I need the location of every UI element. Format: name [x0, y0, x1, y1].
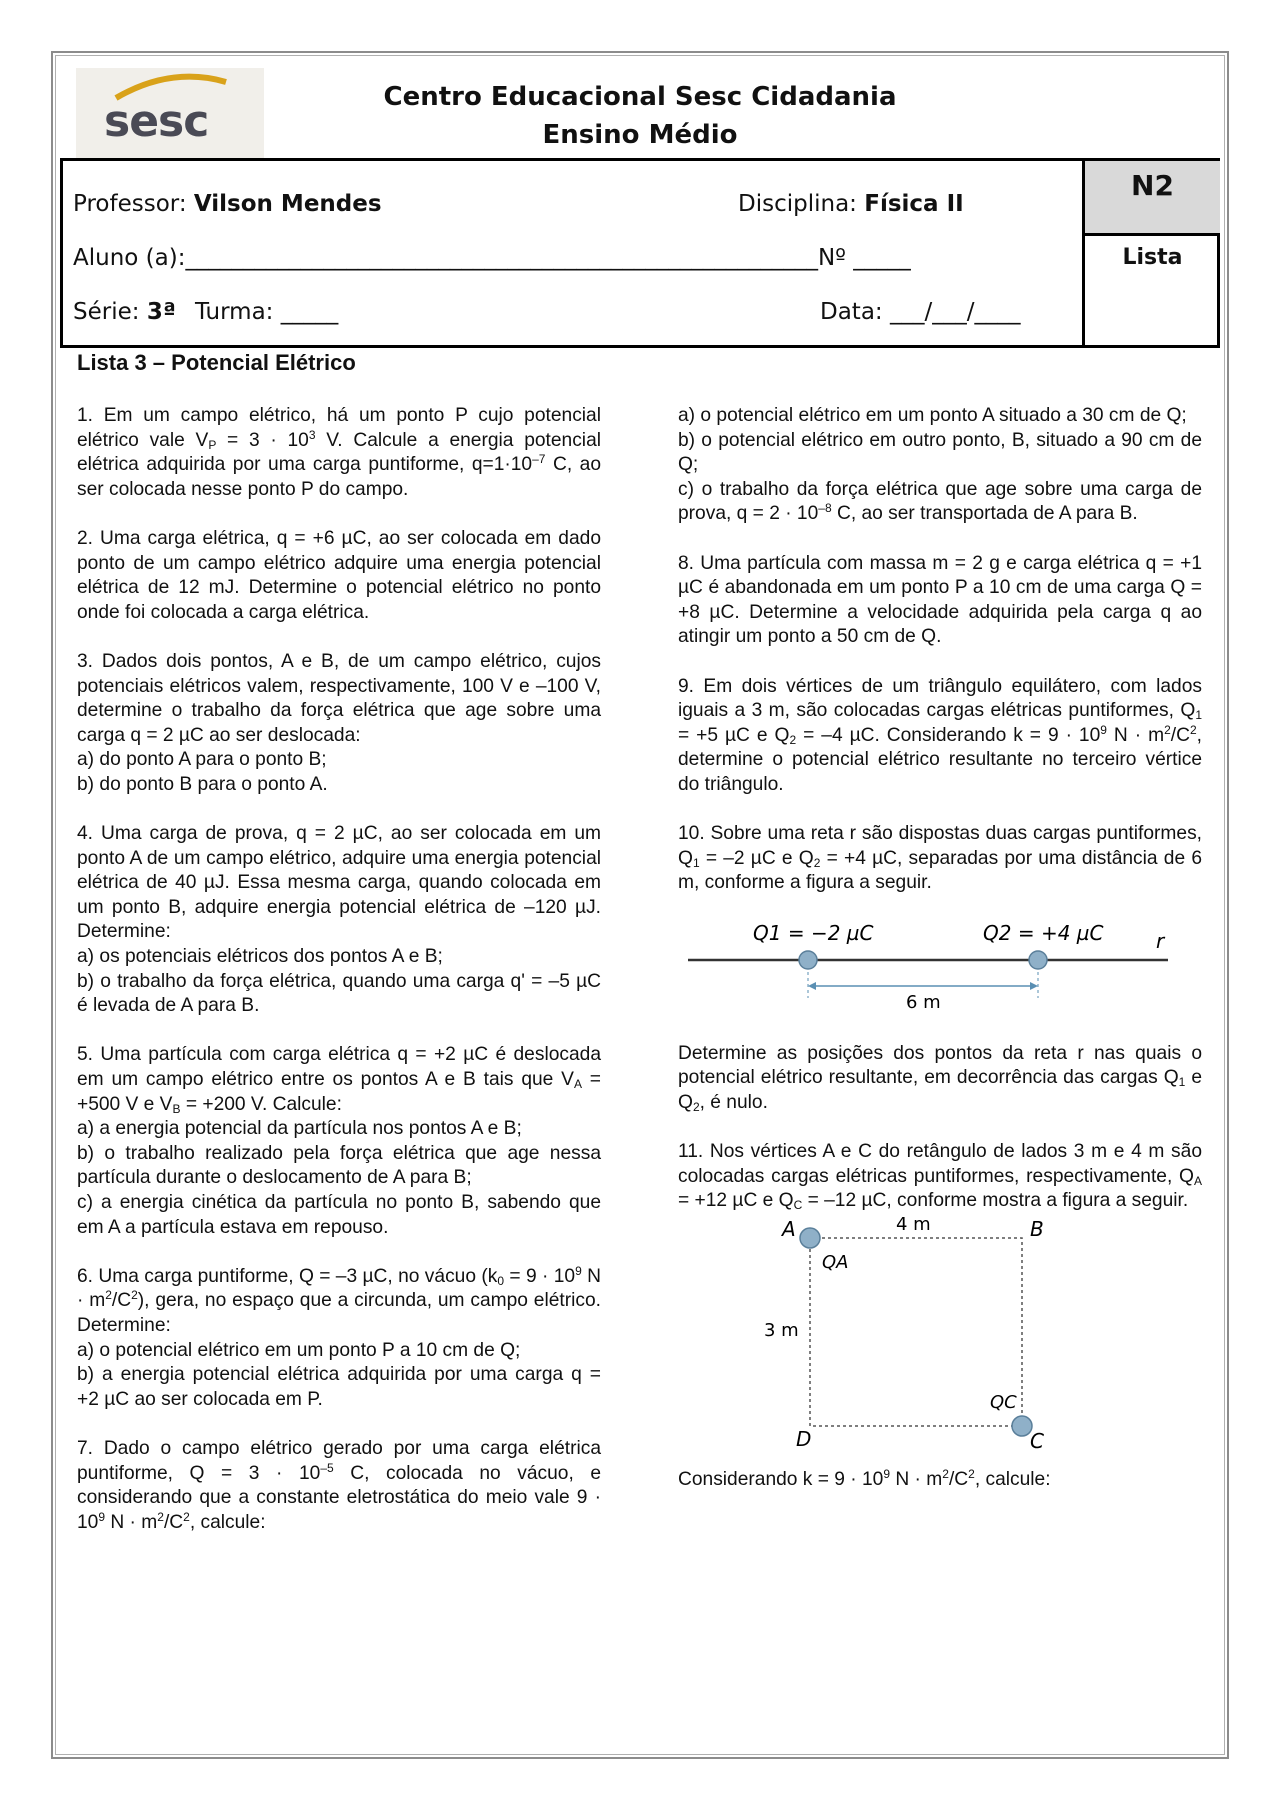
right-column — [678, 404, 1202, 1493]
discipline-name: Física II — [864, 191, 964, 217]
professor-row: Professor: Vilson Mendes — [73, 191, 382, 217]
question-10-task: Determine as posições dos pontos da reta r nas quais o potencial elétrico resultante, em decorrência das cargas $Q_1$ e $Q_2$, é nulo. — [678, 1042, 1202, 1115]
question-11-task: Considerando $k = 9 \cdot 10^9$ $N \cdot m^2/C^2$, calcule: — [678, 1467, 1051, 1491]
question-10: 10. Sobre uma reta r são dispostas duas cargas puntiformes, $Q_1 = -2$ µC e $Q_2 = +4$ µC, separadas por uma distância de 6 m, conforme a figura a seguir. — [678, 823, 1202, 894]
arrow-left — [808, 982, 816, 990]
charge-q1 — [799, 951, 817, 969]
serie-row: Série: 3ª — [73, 299, 176, 325]
question-7-items: a) o potencial elétrico em um ponto A situado a 30 cm de Q; b) o potencial elétrico em outro ponto, B, situado a 90 cm de Q; c) o trabalho da força elétrica que age sobre uma carga de prova, $q = 2 \cdot 10^{-8}$ C, ao ser transportada de A para B. — [678, 405, 1202, 525]
question-11: 11. Nos vértices A e C do retângulo de lados 3 m e 4 m são colocadas cargas elétricas puntiformes, respectivamente, $Q_A = +12$ µC e $Q_C = -12$ µC, conforme mostra a figura a seguir. — [678, 1141, 1202, 1213]
svg-text:sesc: sesc — [104, 96, 209, 147]
student-row: Aluno (a):_______________________________________________________Nº _____ — [73, 245, 911, 271]
label-height: 3 m — [764, 1320, 799, 1342]
question-6: 6. Uma carga puntiforme, Q = –3 µC, no vácuo ($k_0 = 9 \cdot 10^9$ $N \cdot m^2/C^2$), gera, no espaço que a circunda, um campo elétrico. Determine: a) o potencial elétrico em um ponto P a 10 cm de Q; b) a energia potencial elétrica adquirida por uma carga q = +2 µC ao ser colocada em P. — [77, 1263, 602, 1410]
question-3: 3. Dados dois pontos, A e B, de um campo elétrico, cujos potenciais elétricos valem, respectivamente, 100 V e –100 V, determine o trabalho da força elétrica que age sobre uma carga q = 2 µC ao ser deslocada: a) do ponto A para o ponto B; b) do ponto B para o ponto A. — [77, 650, 601, 795]
school-header — [320, 78, 960, 154]
sesc-logo — [76, 68, 264, 160]
label-qc: QC — [990, 1392, 1017, 1414]
charge-qc — [1012, 1416, 1032, 1436]
figure-rectangle — [728, 1214, 1048, 1454]
discipline-row: Disciplina: Física II — [738, 191, 964, 217]
question-9: 9. Em dois vértices de um triângulo equilátero, com lados iguais a 3 m, são colocadas cargas elétricas puntiformes, $Q_1 = +5$ µC e $Q_2 = -4$ µC. Considerando $k = 9 \cdot 10^9$ $N \cdot m^2/C^2$, determine o potencial elétrico resultante no terceiro vértice do triângulo. — [678, 675, 1202, 795]
label-q1: Q1 = −2 µC — [753, 920, 874, 945]
label-q2: Q2 = +4 µC — [983, 920, 1104, 945]
arrow-right — [1030, 982, 1038, 990]
school-name: Centro Educacional Sesc Cidadania — [383, 82, 897, 112]
label-width: 4 m — [896, 1214, 931, 1236]
date-row: Data: ___/___/____ — [820, 299, 1021, 325]
school-level: Ensino Médio — [542, 120, 738, 150]
question-5: 5. Uma partícula com carga elétrica q = +2 µC é deslocada em um campo elétrico entre os pontos A e B tais que $V_A = +500$ V e $V_B = +200$ V. Calcule: a) a energia potencial da partícula nos pontos A e B; b) o trabalho realizado pela força elétrica que age nessa partícula durante o deslocamento de A para B; c) a energia cinética da partícula no ponto B, sabendo que em A a partícula estava em repouso. — [77, 1044, 601, 1238]
question-1: 1. Em um campo elétrico, há um ponto P cujo potencial elétrico vale $V_P = 3 \cdot 10^3$ V. Calcule a energia potencial elétrica adquirida por uma carga puntiforme, $q=1\cdot 10^{-7}$ C, ao ser colocada nesse ponto P do campo. — [77, 405, 602, 500]
list-title: Lista 3 – Potencial Elétrico — [77, 350, 356, 375]
grade-box: N2 — [1085, 161, 1220, 236]
figure-charges-on-line — [688, 916, 1188, 1016]
left-column — [77, 404, 601, 1535]
header-table — [60, 158, 1220, 348]
question-2: 2. Uma carga elétrica, q = +6 µC, ao ser colocada em dado ponto de um campo elétrico adquire uma energia potencial elétrica de 12 mJ. Determine o potencial elétrico no ponto onde foi colocada a carga elétrica. — [77, 527, 601, 623]
charge-qa — [800, 1228, 820, 1248]
question-7: 7. Dado o campo elétrico gerado por uma carga elétrica puntiforme, $Q = 3 \cdot 10^{-5}$ C, colocada no vácuo, e considerando que a constante eletrostática do meio vale $9 \cdot 10^9$ $N \cdot m^2/C^2$, calcule: — [77, 1437, 601, 1533]
turma-row: Turma: _____ — [195, 299, 339, 325]
label-qa: QA — [822, 1252, 849, 1274]
serie-value: 3ª — [146, 299, 176, 325]
vertex-d: D — [796, 1427, 812, 1452]
charge-q2 — [1029, 951, 1047, 969]
type-box: Lista — [1122, 245, 1183, 270]
question-8: 8. Uma partícula com massa m = 2 g e carga elétrica q = +1 µC é abandonada em um ponto P a 10 cm de uma carga Q = +8 µC. Determine a velocidade adquirida pela carga q ao atingir um ponto a 50 cm de Q. — [678, 552, 1202, 648]
question-4: 4. Uma carga de prova, q = 2 µC, ao ser colocada em um ponto A de um campo elétrico, adquire uma energia potencial elétrica de 40 µJ. Essa mesma carga, quando colocada em um ponto B, adquire energia potencial elétrica de –120 µJ. Determine: a) os potenciais elétricos dos pontos A e B; b) o trabalho da força elétrica, quando uma carga q' = –5 µC é levada de A para B. — [77, 823, 601, 1017]
label-distance: 6 m — [906, 991, 941, 1013]
professor-name: Vilson Mendes — [193, 191, 382, 217]
label-r: r — [1156, 928, 1165, 953]
vertex-c: C — [1030, 1429, 1044, 1454]
vertex-a: A — [782, 1217, 796, 1242]
vertex-b: B — [1030, 1217, 1044, 1242]
